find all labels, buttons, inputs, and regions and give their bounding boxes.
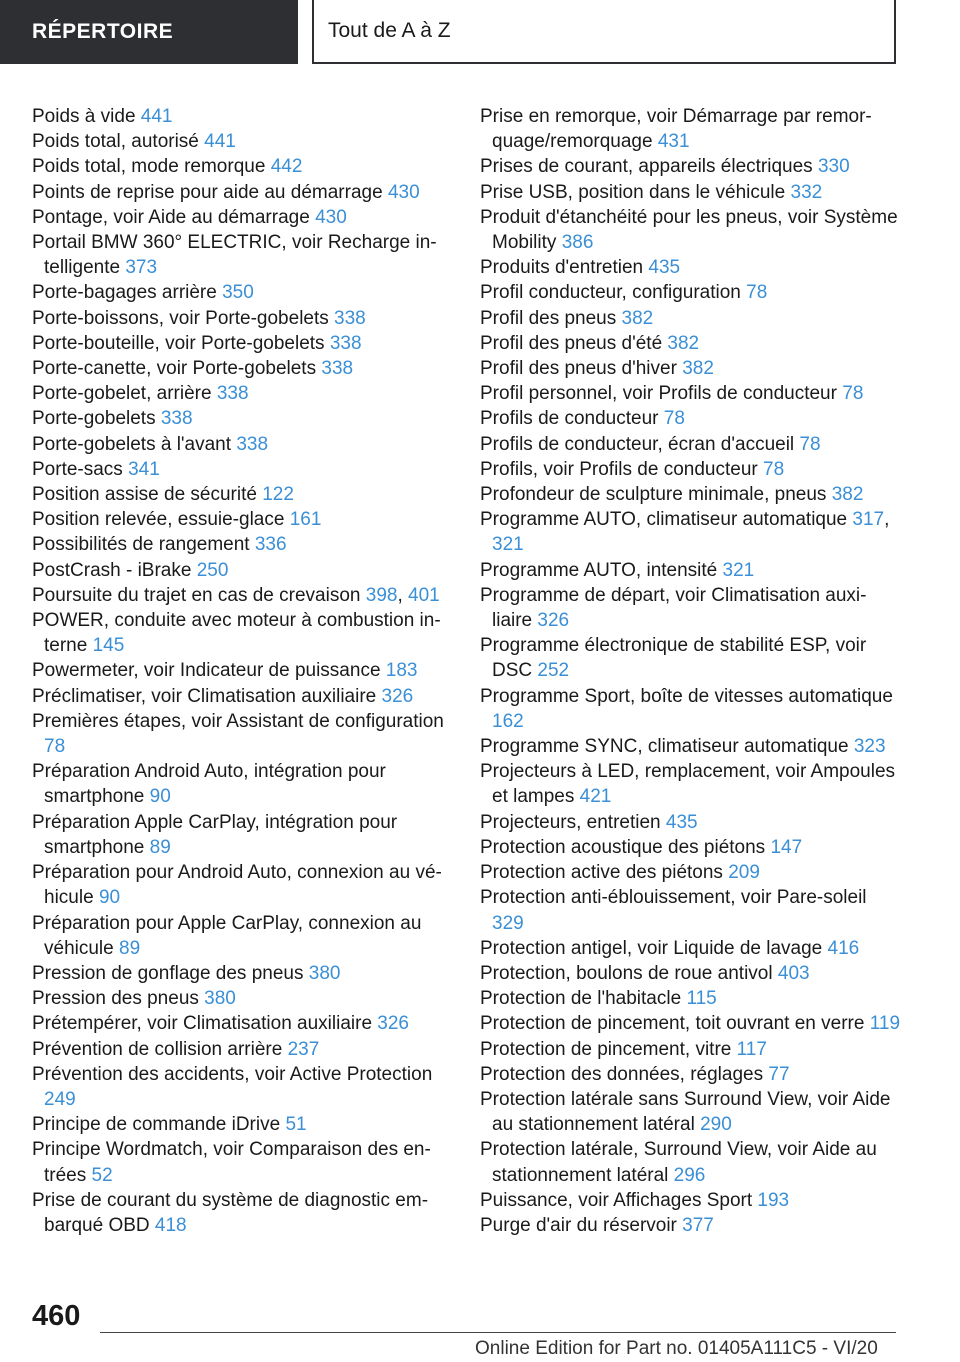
index-term: Porte-gobelets [32,408,156,430]
index-entry [32,1037,452,1062]
page-reference-link[interactable]: 441 [204,131,236,153]
index-entry [480,154,900,179]
index-term: Protection de l'habitacle [480,988,682,1010]
index-entry [32,280,452,305]
index-term: Profils, voir Profils de conducteur [480,458,758,480]
subsection-tab [312,0,896,64]
page-reference-link[interactable]: 193 [757,1189,790,1211]
page-reference-link[interactable]: 326 [377,1013,409,1035]
index-entry [480,633,900,683]
index-term: Préparation Android Auto, intégration pour smartphone [32,761,386,808]
page-reference-link[interactable]: 416 [827,937,860,959]
index-entry [32,532,452,557]
index-term: Porte-gobelet, arrière [32,383,212,405]
page-reference-link[interactable]: 421 [579,786,612,808]
page-reference-link[interactable]: 78 [842,383,864,405]
index-entry [480,734,900,759]
index-column-left [32,104,452,1238]
index-term: Prises de courant, appareils électriques [480,156,813,178]
index-term: Programme AUTO, climatiseur automatique [480,509,848,531]
index-term: Possibilités de rangement [32,534,250,556]
page-reference-link[interactable]: 250 [196,559,229,581]
page-reference-link[interactable]: 321 [492,534,524,556]
page-reference-link[interactable]: 377 [682,1214,714,1236]
index-term: Protection antigel, voir Liquide de lavage [480,937,823,959]
page-reference-link[interactable]: 430 [315,206,347,228]
page-reference-link[interactable]: 338 [321,358,354,380]
index-term: Porte-boissons, voir Porte-gobelets [32,307,329,329]
index-term: Programme AUTO, intensité [480,559,718,581]
page-reference-link[interactable]: 147 [770,836,803,858]
page-reference-link[interactable]: 398 [365,584,398,606]
index-entry [480,280,900,305]
index-entry [480,1062,900,1087]
page-reference-link[interactable]: 117 [736,1038,767,1060]
page-reference-link[interactable]: 341 [128,458,160,480]
index-term: Prévention de collision arrière [32,1038,283,1060]
index-entry [480,381,900,406]
index-entry: Poursuite du trajet en cas de crevaison 398, 401 [32,584,440,606]
page-reference-link[interactable]: 317 [852,509,885,531]
index-term: Points de reprise pour aide au démarrage [32,181,383,203]
index-entry [480,835,900,860]
index-entry [480,1137,900,1187]
index-term: Prise en remorque, voir Démarrage par remorquage/remorquage [480,106,872,153]
index-entry [32,608,452,658]
index-term: Portail BMW 360° ELECTRIC, voir Recharge intelligente [32,232,437,279]
page-reference-link[interactable]: 338 [329,332,362,354]
index-entry [32,230,452,280]
page-reference-link[interactable]: 323 [853,736,886,758]
index-entry [32,406,452,431]
page-reference-link[interactable]: 435 [665,811,698,833]
index-term: Programme de départ, voir Climatisation auxiliaire [480,584,867,632]
page-reference-link[interactable]: 51 [285,1114,307,1136]
index-term: Position assise de sécurité [32,484,257,506]
index-entry [32,331,452,356]
page-reference-link[interactable]: 89 [119,937,141,959]
page-reference-link[interactable]: 78 [663,408,685,430]
page-reference-link[interactable]: 403 [777,962,810,984]
page-reference-link[interactable]: 380 [204,988,236,1010]
page-reference-link[interactable]: 418 [154,1214,187,1236]
index-term: Programme SYNC, climatiseur automatique [480,736,849,758]
page-reference-link[interactable]: 321 [722,559,755,581]
index-entry [32,558,452,583]
index-term: Profil conducteur, configuration [480,282,741,304]
index-entry [480,986,900,1011]
page-reference-link[interactable]: 386 [561,232,594,254]
page-reference-link[interactable]: 115 [686,988,717,1010]
page-reference-link[interactable]: 78 [44,736,66,758]
index-term: Porte-sacs [32,458,123,480]
index-term: Profondeur de sculpture minimale, pneus [480,484,827,506]
index-term: Préparation pour Android Auto, connexion au véhicule [32,862,442,909]
index-entry [32,860,452,910]
index-entry [480,936,900,961]
index-entry [32,961,452,986]
index-entry [480,482,900,507]
index-entry [32,810,452,860]
page-reference-link[interactable]: 441 [140,106,173,127]
index-term: Poids à vide [32,106,136,127]
page-reference-link[interactable]: 237 [287,1038,320,1060]
index-entry [480,810,900,835]
page-reference-link[interactable]: 382 [667,332,700,354]
index-entry [32,911,452,961]
index-entry [480,331,900,356]
index-entry [480,306,900,331]
index-term: Prise USB, position dans le véhicule [480,181,786,203]
page-reference-link[interactable]: 382 [831,484,864,506]
index-term: Protection acoustique des piétons [480,836,766,858]
index-entry [32,684,452,709]
index-entry [32,1137,452,1187]
index-term: Porte-bouteille, voir Porte-gobelets [32,332,325,354]
index-term: Projecteurs, entretien [480,811,661,833]
page-reference-link[interactable]: 431 [657,131,690,153]
page-reference-link[interactable]: 430 [387,181,420,203]
page-reference-link[interactable]: 52 [91,1164,113,1186]
page-reference-link[interactable]: 382 [621,307,654,329]
page-reference-link[interactable]: 90 [98,887,121,909]
index-term: Protection latérale, Surround View, voir Aide au stationnement latéral [480,1139,877,1186]
index-entry [32,104,452,129]
index-entry [32,129,452,154]
page-reference-link[interactable]: 380 [308,962,341,984]
index-entry [32,1011,452,1036]
index-entry [480,558,900,583]
index-term: Protection, boulons de roue antivol [480,962,773,984]
index-term: Profil des pneus d'été [480,332,663,354]
index-entry [480,406,900,431]
index-term: Purge d'air du réservoir [480,1214,677,1236]
index-term: Protection latérale sans Surround View, voir Aide au stationnement latéral [480,1088,891,1136]
index-term: Puissance, voir Affichages Sport [480,1189,753,1211]
index-entry [480,457,900,482]
index-term: Poids total, mode remorque [32,156,266,178]
index-term: Produit d'étanchéité pour les pneus, voir Système Mobility [480,206,898,254]
index-entry [480,885,900,935]
page-reference-link[interactable]: 350 [222,282,254,304]
index-term: Porte-gobelets à l'avant [32,433,232,455]
page-reference-link[interactable]: 161 [289,509,322,531]
index-term: Pression de gonflage des pneus [32,962,304,984]
index-entry [32,658,452,683]
page-reference-link[interactable]: 119 [869,1013,901,1035]
page-reference-link[interactable]: 336 [254,534,287,556]
page-reference-link[interactable]: 435 [648,257,681,279]
footer-edition: Online Edition for Part no. 01405A111C5 - VI/20 [475,1338,878,1359]
index-term: Projecteurs à LED, remplacement, voir Ampoules et lampes [480,761,896,808]
index-entry [480,860,900,885]
index-term: Préparation Apple CarPlay, intégration pour smartphone [32,811,398,858]
index-term: Protection des données, réglages [480,1063,764,1085]
index-entry [480,180,900,205]
index-entry [32,432,452,457]
index-entry [32,1112,452,1137]
index-entry [32,1188,452,1238]
index-term: Programme Sport, boîte de vitesses automatique [480,685,893,707]
page-reference-link[interactable]: 252 [537,660,570,682]
page-reference-link[interactable]: 332 [790,181,823,203]
index-entry [480,1037,900,1062]
index-term: Protection active des piétons [480,862,723,884]
page-reference-link[interactable]: 77 [768,1063,790,1085]
index-term: Position relevée, essuie-glace [32,509,285,531]
footer-divider [100,1332,896,1333]
page-reference-link[interactable]: 90 [149,786,171,808]
page-reference-link[interactable]: 183 [385,660,418,682]
index-term: Profil des pneus [480,307,617,329]
index-entry [32,457,452,482]
page-reference-link[interactable]: 290 [700,1114,732,1136]
index-entry [480,432,900,457]
index-entry [480,1213,900,1238]
index-term: Prétempérer, voir Climatisation auxiliaire [32,1013,373,1035]
page-reference-link[interactable]: 442 [270,156,303,178]
index-term: Principe Wordmatch, voir Comparaison des entrées [32,1139,431,1186]
index-term: Profils de conducteur, écran d'accueil [480,433,795,455]
index-term: Powermeter, voir Indicateur de puissance [32,660,381,682]
index-term: Préparation pour Apple CarPlay, connexion au véhicule [32,912,422,959]
section-tab [0,0,298,64]
index-term: Programme électronique de stabilité ESP, voir DSC [480,635,867,682]
page-reference-link[interactable]: 296 [673,1164,706,1186]
page-reference-link[interactable]: 78 [799,433,821,455]
section-title: RÉPERTOIRE [32,20,174,43]
page-reference-link[interactable]: 78 [763,458,785,480]
page-reference-link[interactable]: 249 [44,1088,76,1110]
index-entry [480,205,900,255]
index-entry [480,356,900,381]
index-term: Protection anti-éblouissement, voir Pare-soleil [480,887,867,909]
index-entry [32,507,452,532]
index-entry [480,1087,900,1137]
page-reference-link[interactable]: 89 [149,836,171,858]
page-reference-link[interactable]: 329 [492,912,524,934]
index-term: Profil des pneus d'hiver [480,358,677,380]
page-reference-link[interactable]: 162 [492,710,524,732]
page-reference-link[interactable]: 209 [728,862,760,884]
index-term: Préclimatiser, voir Climatisation auxiliaire [32,685,377,707]
index-term: Profils de conducteur [480,408,659,430]
page-reference-link[interactable]: 338 [334,307,366,329]
page-reference-link[interactable]: 382 [682,358,714,380]
page-reference-link[interactable]: 330 [817,156,850,178]
index-entry [480,104,900,154]
index-entry [480,1188,900,1213]
index-entry [32,381,452,406]
subsection-title: Tout de A à Z [328,19,451,42]
index-entry [32,154,452,179]
index-entry [32,759,452,809]
index-entry [480,684,900,734]
index-entry [32,180,452,205]
index-term: Prise de courant du système de diagnostic embarqué OBD [32,1189,429,1236]
index-entry [32,1062,452,1112]
index-term: Premières étapes, voir Assistant de configuration [32,710,444,732]
index-term: Produits d'entretien [480,257,644,279]
page-reference-link[interactable]: 122 [262,484,294,506]
index-entry [480,1011,900,1036]
page-reference-link[interactable]: 401 [408,584,440,606]
index-term: Poursuite du trajet en cas de crevaison [32,584,361,606]
index-entry [32,986,452,1011]
page-number: 460 [32,1300,81,1332]
index-term: Pression des pneus [32,988,199,1010]
index-entry [480,255,900,280]
index-term: Poids total, autorisé [32,131,199,153]
index-term: Protection de pincement, toit ouvrant en verre [480,1013,865,1035]
index-term: PostCrash - iBrake [32,559,192,581]
index-entry: Programme AUTO, climatiseur automatique 317, 321 [480,509,890,556]
index-term: Pontage, voir Aide au démarrage [32,206,310,228]
page-reference-link[interactable]: 338 [236,433,269,455]
index-term: Porte-bagages arrière [32,282,217,304]
page-reference-link[interactable]: 326 [381,685,414,707]
index-entry [480,961,900,986]
index-term: Porte-canette, voir Porte-gobelets [32,358,317,380]
page-reference-link[interactable]: 145 [92,635,125,657]
index-term: Prévention des accidents, voir Active Protection [32,1063,433,1085]
page-reference-link[interactable]: 338 [160,408,193,430]
page-reference-link[interactable]: 78 [746,282,768,304]
index-term: POWER, conduite avec moteur à combustion interne [32,610,441,657]
index-entry [32,709,452,759]
index-term: Principe de commande iDrive [32,1114,281,1136]
page-reference-link[interactable]: 338 [216,383,249,405]
index-term: Protection de pincement, vitre [480,1038,732,1060]
index-entry [32,205,452,230]
index-entry [32,482,452,507]
index-entry [32,306,452,331]
index-entry [32,356,452,381]
index-term: Profil personnel, voir Profils de conducteur [480,383,837,405]
index-entry [480,759,900,809]
index-column-right [480,104,900,1238]
page-reference-link[interactable]: 326 [537,610,570,632]
index-entry [480,583,900,633]
page-reference-link[interactable]: 373 [125,257,158,279]
